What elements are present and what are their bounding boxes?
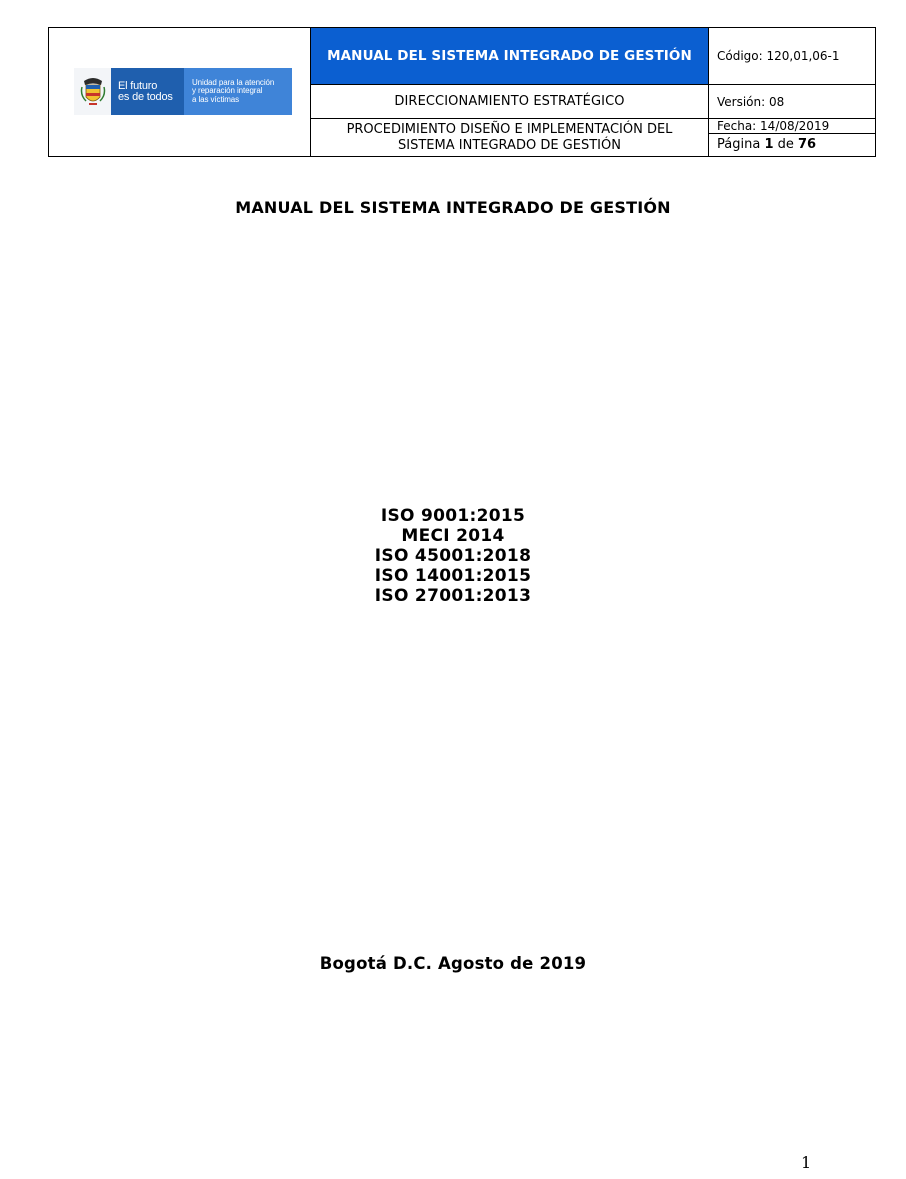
document-code: Código: 120,01,06-1 bbox=[709, 28, 876, 85]
document-title: MANUAL DEL SISTEMA INTEGRADO DE GESTIÓN bbox=[235, 198, 671, 217]
standards-list bbox=[0, 506, 906, 606]
header-title: MANUAL DEL SISTEMA INTEGRADO DE GESTIÓN bbox=[311, 28, 709, 85]
page-current: 1 bbox=[764, 137, 774, 152]
header-procedure bbox=[311, 119, 709, 157]
entity-logo bbox=[74, 68, 292, 115]
document-date: Fecha: 14/08/2019 bbox=[709, 119, 876, 134]
standard-item: ISO 45001:2018 bbox=[374, 546, 532, 566]
logo-cell bbox=[49, 28, 311, 157]
logo-slogan: El futuro es de todos bbox=[111, 68, 184, 115]
page-of: de bbox=[777, 137, 794, 152]
page-number: 1 bbox=[801, 1153, 812, 1172]
header-section: DIRECCIONAMIENTO ESTRATÉGICO bbox=[311, 85, 709, 119]
logo-entity-name: Unidad para la atención y reparación integral a las víctimas bbox=[184, 68, 292, 115]
page-indicator bbox=[709, 134, 876, 157]
header-table bbox=[48, 27, 876, 157]
coat-of-arms-icon bbox=[74, 68, 111, 115]
procedure-line-1: PROCEDIMIENTO DISEÑO E IMPLEMENTACIÓN DEL bbox=[346, 121, 673, 137]
standard-item: MECI 2014 bbox=[401, 526, 505, 546]
standard-item: ISO 14001:2015 bbox=[374, 566, 532, 586]
page-total: 76 bbox=[798, 137, 817, 152]
place-and-date: Bogotá D.C. Agosto de 2019 bbox=[319, 954, 587, 973]
page-label: Página bbox=[717, 137, 761, 152]
procedure-line-2: SISTEMA INTEGRADO DE GESTIÓN bbox=[398, 137, 621, 153]
standard-item: ISO 27001:2013 bbox=[374, 586, 532, 606]
document-version: Versión: 08 bbox=[709, 85, 876, 119]
standard-item: ISO 9001:2015 bbox=[380, 506, 526, 526]
